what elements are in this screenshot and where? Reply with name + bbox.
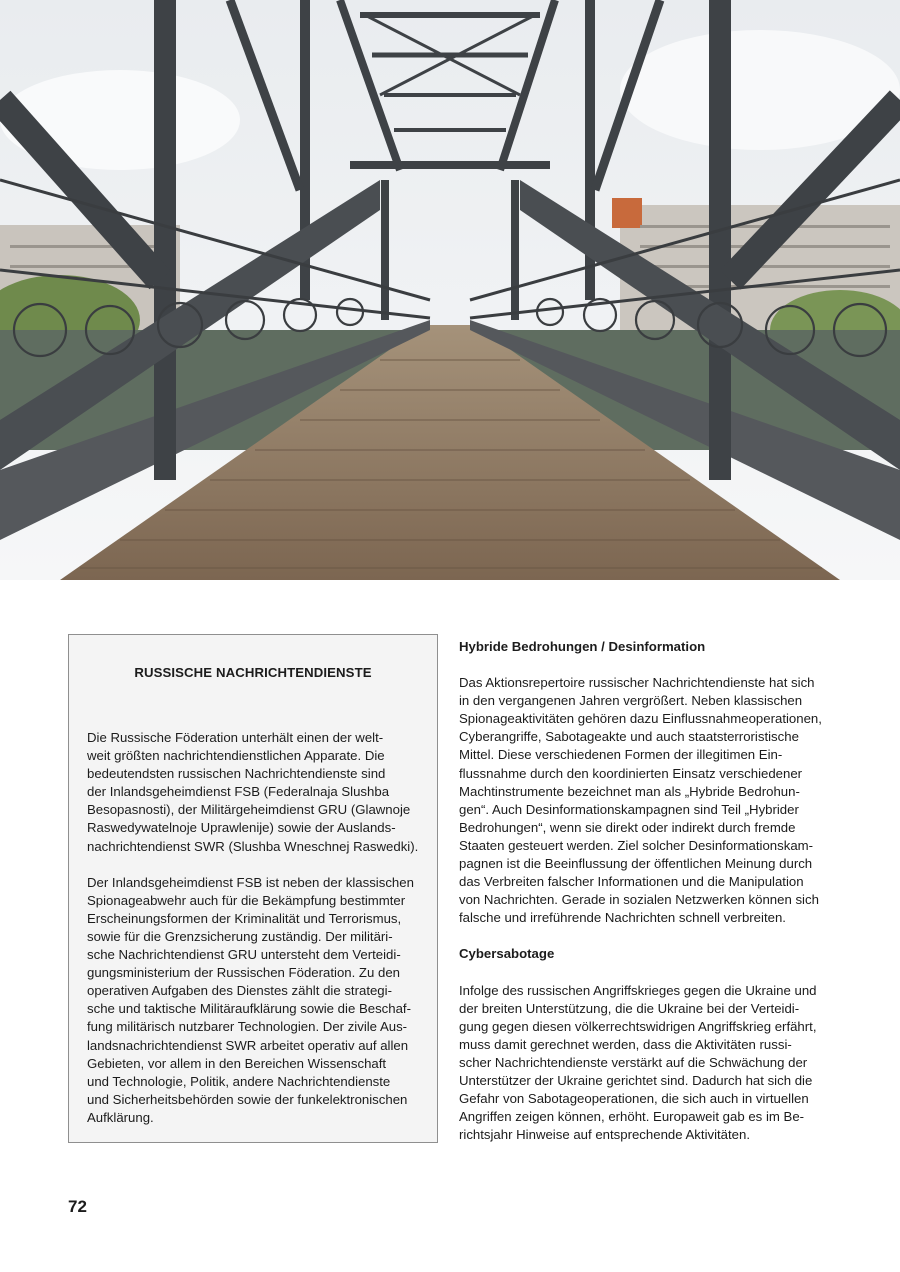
info-box-paragraph: Die Russische Föderation unterhält einen der welt- weit größten nachrichtendienstlichen Apparate. Die bedeutendsten russischen Nachrichtendienste sind der Inlandsgeheimdienst FSB (Federalnaja Slushba Besopasnosti), der Militärgeheimdienst GRU (Glawnoje Raswedywatelnoje Uprawlenije) sowie der Auslands- nachrichtendienst SWR (Slushba Wneschnej Raswedki).	[87, 730, 419, 854]
page-number: 72	[68, 1197, 87, 1216]
info-box-title: RUSSISCHE NACHRICHTENDIENSTE	[134, 665, 372, 680]
section-paragraph: Infolge des russischen Angriffskrieges gegen die Ukraine und der breiten Unterstützung, die die Ukraine bei der Verteidi- gung gegen diesen völkerrechtswidrigen Angriffskrieg erfährt, muss damit gerechnet werden, dass die Aktivitäten russi- scher Nachrichtendienste verstärkt auf die Schwächung der Unterstützer der Ukraine gerichtet sind. Dadurch hat sich die Gefahr von Sabotageoperationen, die sich auch in virtuellen Angriffen zeigen können, erhöht. Europaweit gab es im Be- richtsjahr Hinweise auf entsprechende Aktivitäten.	[459, 982, 817, 1143]
info-box-paragraph: Der Inlandsgeheimdienst FSB ist neben der klassischen Spionageabwehr auch für die Bekämpfung bestimmter Erscheinungsformen der Kriminalität und Terrorismus, sowie für die Grenzsicherung zuständig. Der militäri- sche Nachrichtendienst GRU untersteht dem Verteidi- gungsministerium der Russischen Föderation. Zu den operativen Aufgaben des Dienstes zählt die strategi- sche und taktische Militäraufklärung sowie die Beschaf- fung militärisch nutzbarer Technologien. Der zivile Aus- landsnachrichtendienst SWR arbeitet operativ auf allen Gebieten, vor allem in den Bereichen Wissenschaft und Technologie, Politik, andere Nachrichtendienste und Sicherheitsbehörden sowie der funkelektronischen Aufklärung.	[87, 874, 414, 1125]
section-paragraph: Das Aktionsrepertoire russischer Nachrichtendienste hat sich in den vergangenen Jahren vergrößert. Neben klassischen Spionageaktivitäten gehören dazu Einflussnahmeoperationen, Cyberangriffe, Sabotageakte und auch staatsterroristische Mittel. Diese verschiedenen Formen der illegitimen Ein- flussnahme durch den koordinierten Einsatz verschiedener Machtinstrumente bezeichnet man als „Hybride Bedrohun- gen“. Auch Desinformationskampagnen sind Teil „Hybrider Bedrohungen“, wenn sie direkt oder indirekt durch fremde Staaten gesteuert werden. Ziel solcher Desinformationskam- pagnen ist die Beeinflussung der öffentlichen Meinung durch das Verbreiten falscher Informationen und die Manipulation von Nachrichten. Gerade in sozialen Netzwerken können sich falsche und irreführende Nachrichten schnell verbreiten.	[459, 675, 822, 926]
section-heading: Cybersabotage	[459, 946, 555, 962]
bridge-photo-illustration	[0, 0, 900, 580]
section-heading: Hybride Bedrohungen / Desinformation	[459, 639, 706, 654]
article-column	[459, 638, 835, 1144]
bridge-photo	[0, 0, 900, 580]
info-box	[68, 634, 438, 1143]
